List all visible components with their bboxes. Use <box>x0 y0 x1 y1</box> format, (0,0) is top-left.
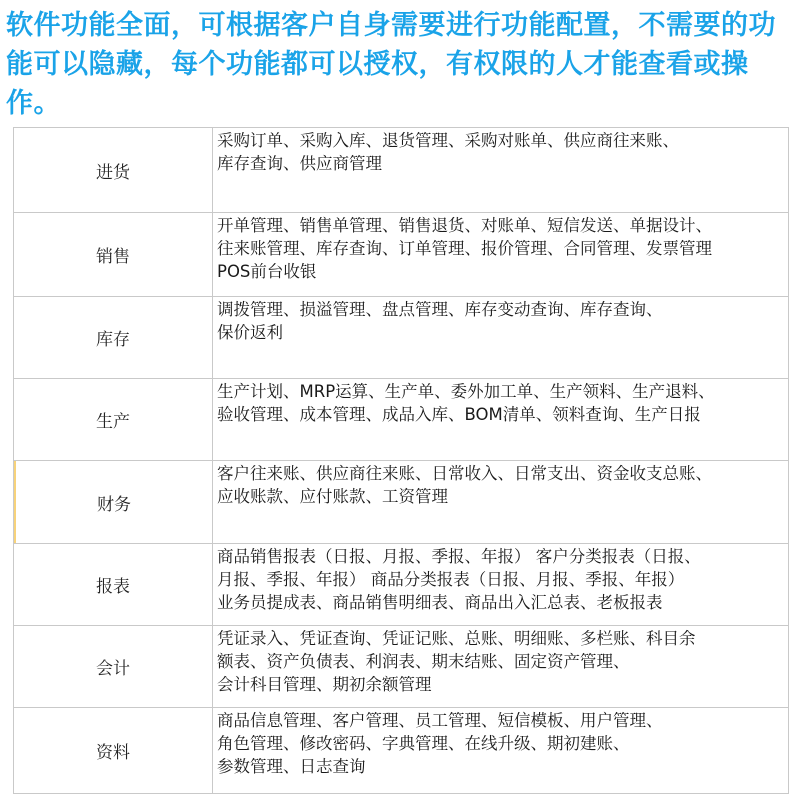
category-label: 会计 <box>14 626 213 707</box>
category-label: 资料 <box>14 708 213 793</box>
feature-list: 采购订单、采购入库、退货管理、采购对账单、供应商往来账、 库存查询、供应商管理 <box>217 131 679 173</box>
feature-list: 生产计划、MRP运算、生产单、委外加工单、生产领料、生产退料、 验收管理、成本管理、成品入库、BOM清单、领料查询、生产日报 <box>217 382 715 424</box>
table-row <box>14 708 788 793</box>
table-row <box>14 128 788 213</box>
category-label: 库存 <box>14 297 213 378</box>
category-label: 财务 <box>14 461 213 543</box>
table-row <box>14 297 788 379</box>
category-label: 生产 <box>14 379 213 460</box>
feature-list: 商品信息管理、客户管理、员工管理、短信模板、用户管理、 角色管理、修改密码、字典管理、在线升级、期初建账、 参数管理、日志查询 <box>217 711 663 776</box>
table-row <box>14 461 788 544</box>
feature-list: 商品销售报表（日报、月报、季报、年报） 客户分类报表（日报、 月报、季报、年报） 商品分类报表（日报、月报、季报、年报） 业务员提成表、商品销售明细表、商品出入汇总表、老板报表 <box>217 547 701 612</box>
table-row <box>14 213 788 297</box>
feature-list: 调拨管理、损溢管理、盘点管理、库存变动查询、库存查询、 保价返利 <box>217 300 663 342</box>
feature-list: 开单管理、销售单管理、销售退货、对账单、短信发送、单据设计、 往来账管理、库存查询、订单管理、报价管理、合同管理、发票管理 POS前台收银 <box>217 216 712 281</box>
table-row <box>14 379 788 461</box>
category-label: 报表 <box>14 544 213 625</box>
category-label: 进货 <box>14 128 213 212</box>
intro-text: 软件功能全面，可根据客户自身需要进行功能配置，不需要的功能可以隐藏，每个功能都可以授权，有权限的人才能查看或操作。 <box>6 10 776 119</box>
category-label: 销售 <box>14 213 213 296</box>
feature-list: 凭证录入、凭证查询、凭证记账、总账、明细账、多栏账、科目余 额表、资产负债表、利润表、期末结账、固定资产管理、 会计科目管理、期初余额管理 <box>217 629 696 694</box>
feature-table <box>13 127 789 794</box>
table-row <box>14 544 788 626</box>
feature-list: 客户往来账、供应商往来账、日常收入、日常支出、资金收支总账、 应收账款、应付账款、工资管理 <box>217 464 712 506</box>
table-row <box>14 626 788 708</box>
